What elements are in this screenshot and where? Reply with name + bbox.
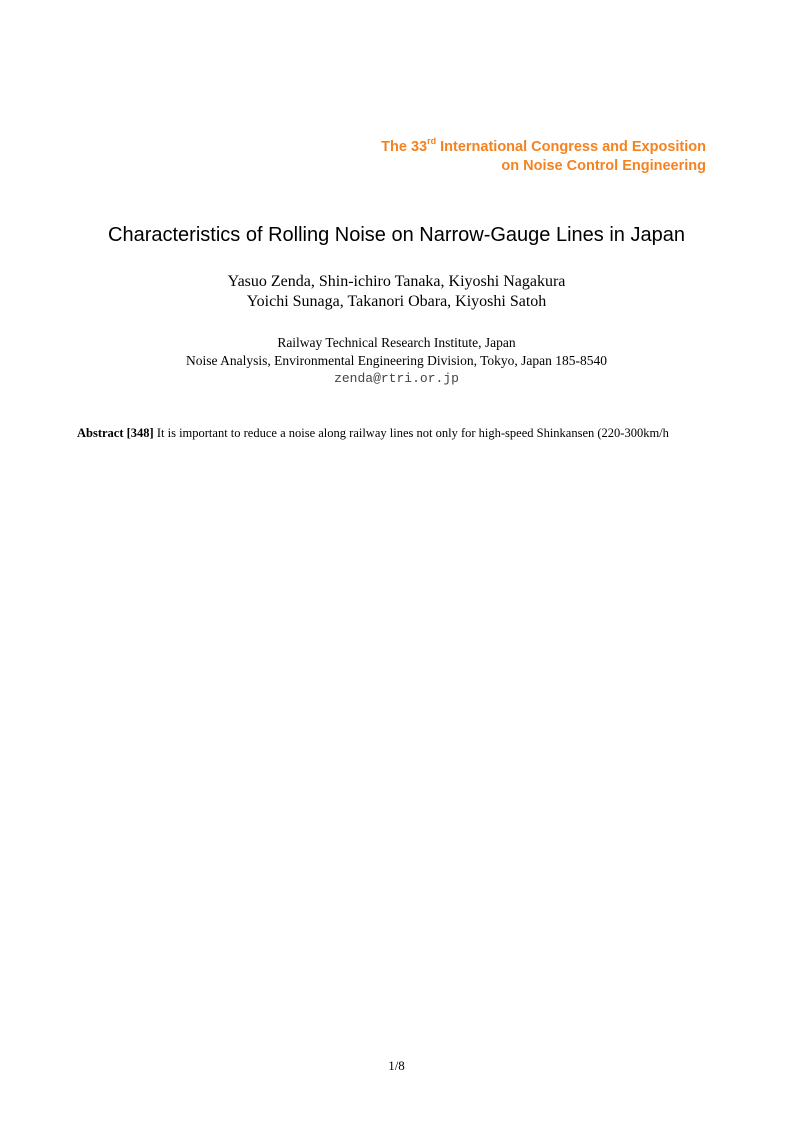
authors-line-2: Yoichi Sunaga, Takanori Obara, Kiyoshi Satoh <box>246 293 547 310</box>
abstract-text: It is important to reduce a noise along railway lines not only for high-speed Shinkansen (220-300km/h <box>153 426 669 440</box>
author-email: zenda@rtri.or.jp <box>334 371 459 386</box>
ordinal-suffix: rd <box>427 136 437 147</box>
abstract-label: Abstract [348] <box>77 426 154 440</box>
page-number: 1/8 <box>388 1058 405 1073</box>
conference-suffix: International Congress and Exposition <box>436 139 706 155</box>
conference-prefix: The 33 <box>381 139 428 155</box>
institute-name: Railway Technical Research Institute, Japan <box>277 335 516 350</box>
affiliation-block <box>0 334 793 388</box>
division-address: Noise Analysis, Environmental Engineering Division, Tokyo, Japan 185-8540 <box>185 353 607 368</box>
author-list <box>0 272 793 312</box>
paper-title: Characteristics of Rolling Noise on Narrow-Gauge Lines in Japan <box>108 224 685 246</box>
abstract <box>77 423 717 443</box>
conference-header <box>381 138 706 176</box>
conference-line-2: on Noise Control Engineering <box>501 158 706 174</box>
conference-line-1 <box>381 138 706 157</box>
authors-line-1: Yasuo Zenda, Shin-ichiro Tanaka, Kiyoshi Nagakura <box>227 273 566 290</box>
